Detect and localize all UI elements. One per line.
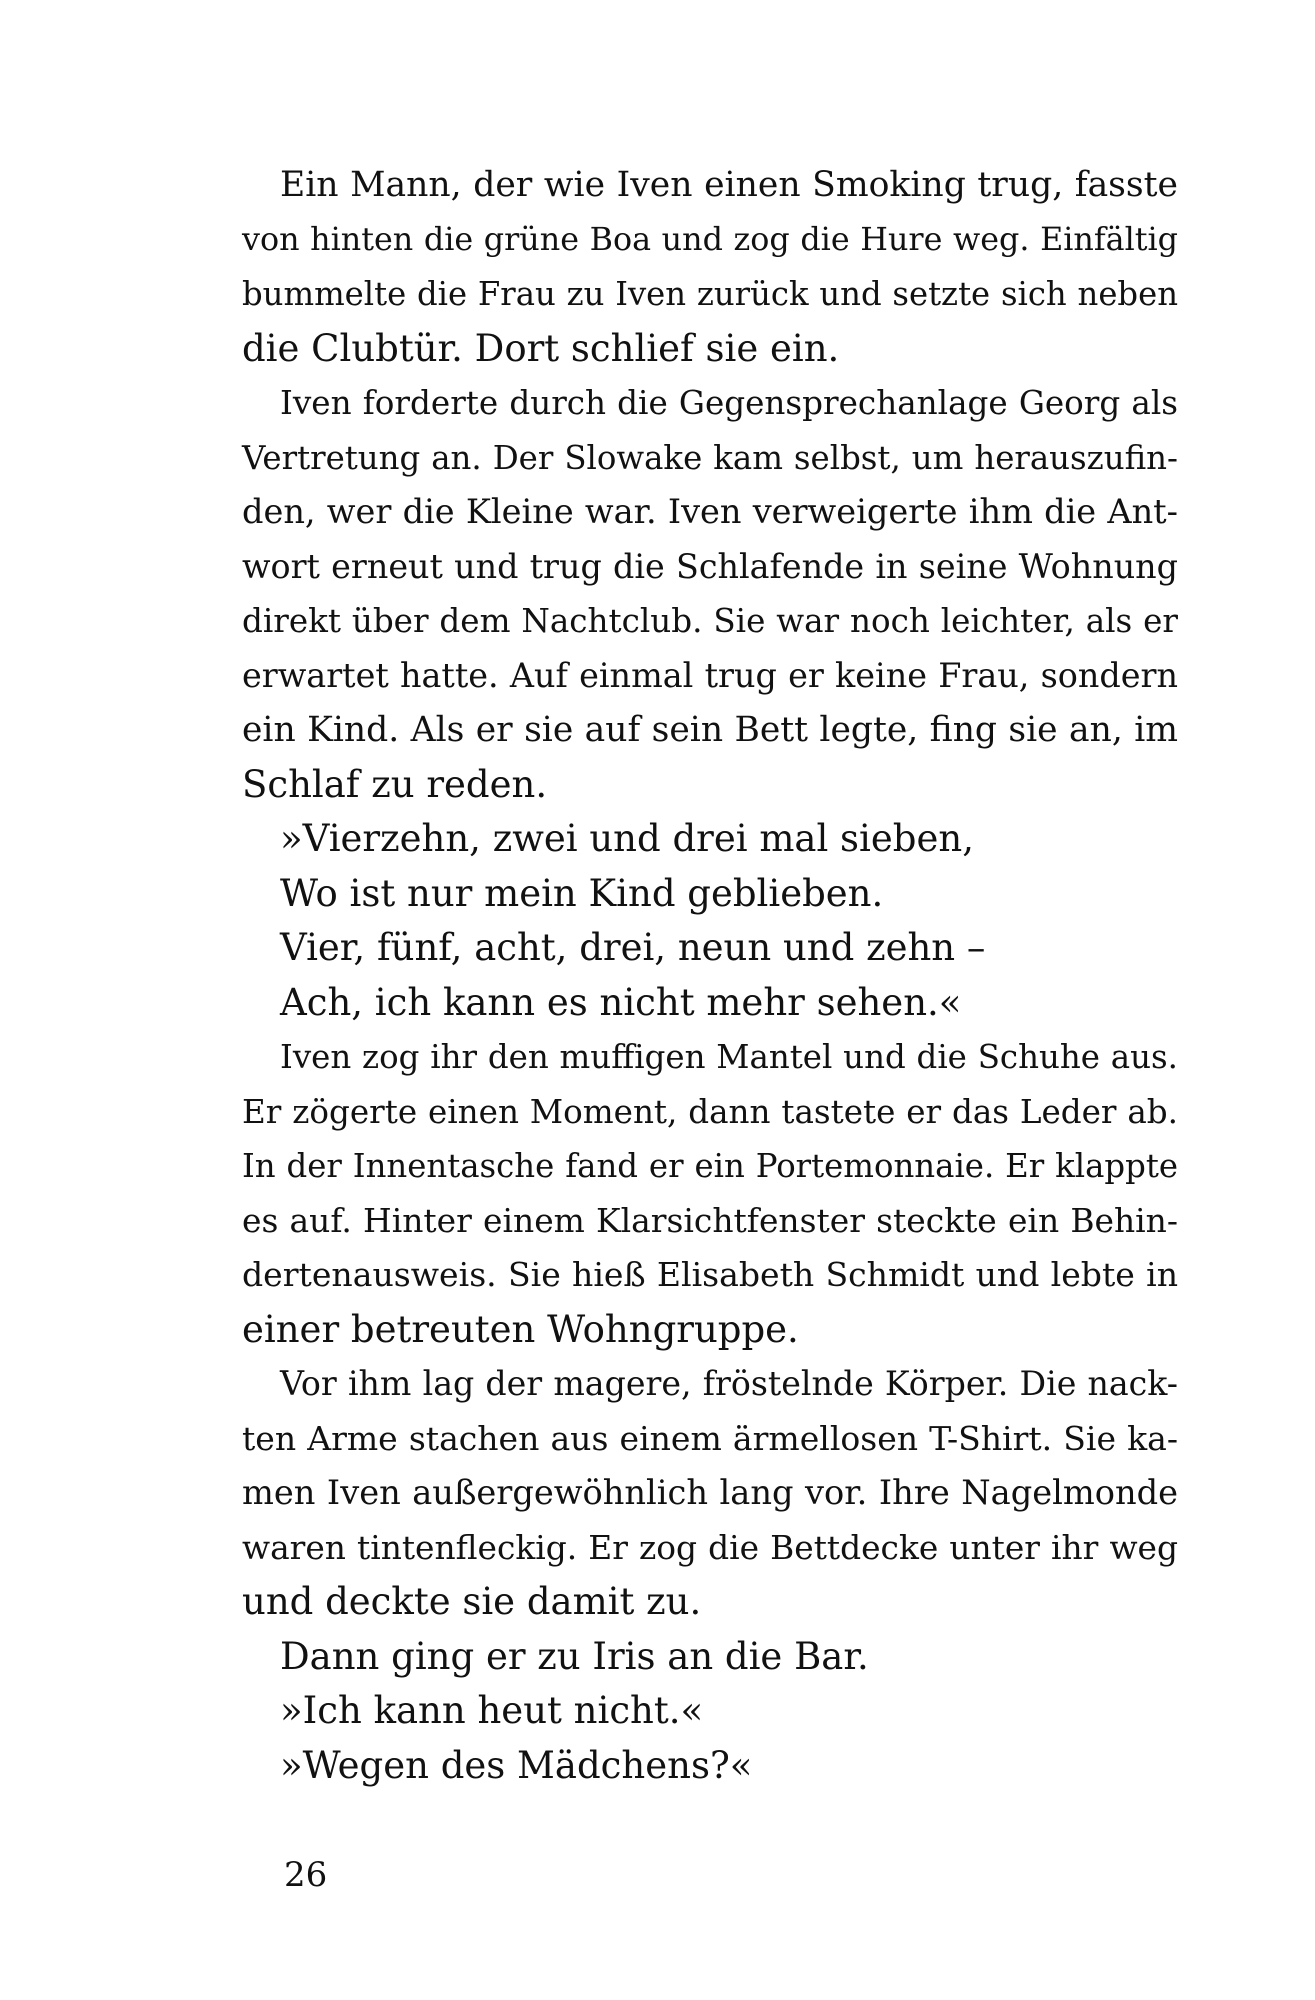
text-line: von hinten die grüne Boa und zog die Hure weg. Einfältig — [242, 221, 1178, 258]
text-line: Vertretung an. Der Slowake kam selbst, um herauszufin- — [242, 438, 1178, 477]
text-line: erwartet hatte. Auf einmal trug er keine Frau, sondern — [242, 655, 1178, 695]
text-line: es auf. Hinter einem Klarsichtfenster steckte ein Behin- — [242, 1200, 1178, 1240]
verse-line: Vier, fünf, acht, drei, neun und zehn – — [280, 926, 986, 969]
text-line: waren tintenfleckig. Er zog die Bettdecke unter ihr weg — [242, 1528, 1178, 1567]
page-number: 26 — [284, 1855, 328, 1895]
text-line: Vor ihm lag der magere, fröstelnde Körper. Die nack- — [280, 1364, 1178, 1403]
text-line: und deckte sie damit zu. — [242, 1580, 702, 1623]
text-line: »Ich kann heut nicht.« — [280, 1689, 704, 1732]
text-line: bummelte die Frau zu Iven zurück und setzte sich neben — [242, 275, 1178, 313]
text-line: dertenausweis. Sie hieß Elisabeth Schmidt und lebte in — [242, 1255, 1178, 1294]
verse-line: Ach, ich kann es nicht mehr sehen.« — [280, 980, 962, 1024]
text-line: In der Innentasche fand er ein Portemonnaie. Er klappte — [242, 1147, 1178, 1185]
text-line: Dann ging er zu Iris an die Bar. — [280, 1634, 869, 1678]
text-line: Er zögerte einen Moment, dann tastete er das Leder ab. — [242, 1092, 1178, 1131]
verse-line: »Vierzehn, zwei und drei mal sieben, — [280, 817, 974, 860]
text-line: Ein Mann, der wie Iven einen Smoking trug, fasste — [280, 165, 1178, 205]
text-line: ten Arme stachen aus einem ärmellosen T-Shirt. Sie ka- — [242, 1418, 1178, 1458]
text-line: einer betreuten Wohngruppe. — [242, 1307, 799, 1351]
text-line: die Clubtür. Dort schlief sie ein. — [242, 326, 840, 370]
text-line: Schlaf zu reden. — [242, 762, 548, 806]
text-line: ein Kind. Als er sie auf sein Bett legte, fing sie an, im — [242, 710, 1178, 750]
text-line: »Wegen des Mädchens?« — [280, 1743, 753, 1787]
text-line: wort erneut und trug die Schlafende in seine Wohnung — [242, 546, 1178, 586]
text-line: direkt über dem Nachtclub. Sie war noch leichter, als er — [242, 602, 1178, 640]
text-line: den, wer die Kleine war. Iven verweigerte ihm die Ant- — [242, 492, 1178, 531]
body-text — [242, 158, 1178, 1793]
text-line: Iven forderte durch die Gegensprechanlage Georg als — [280, 384, 1178, 422]
verse-line: Wo ist nur mein Kind geblieben. — [280, 871, 884, 915]
text-line: Iven zog ihr den muffigen Mantel und die Schuhe aus. — [280, 1038, 1178, 1076]
text-line: men Iven außergewöhnlich lang vor. Ihre Nagelmonde — [242, 1473, 1178, 1512]
